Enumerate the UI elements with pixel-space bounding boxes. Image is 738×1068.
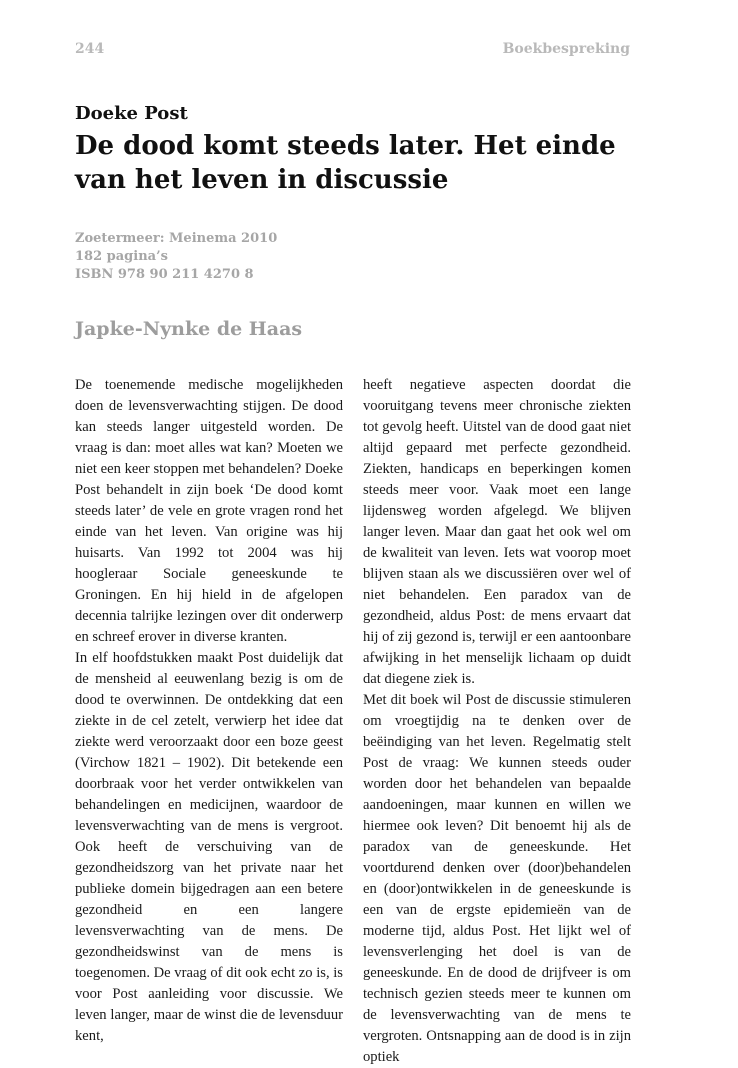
- page-count: 182 pagina’s: [75, 249, 168, 264]
- book-title: De dood komt steeds later. Het einde van het leven in discussie: [75, 131, 616, 195]
- body-column-left: [75, 375, 343, 1047]
- page-number: 244: [75, 41, 105, 57]
- book-author: Doeke Post: [75, 103, 188, 124]
- body-column-right: [363, 375, 631, 1068]
- running-header: [75, 41, 630, 61]
- section-title: Boekbespreking: [502, 41, 630, 57]
- paragraph: In elf hoofdstukken maakt Post duidelijk dat de mensheid al eeuwenlang bezig is om de dood te overwinnen. De ontdekking dat een ziekte in de cel zetelt, verwierp het idee dat ziekte werd veroorzaakt door een boze geest (Virchow 1821 – 1902). Dit betekende een doorbraak voor het verder ontwikkelen van behandelingen en medicijnen, waardoor de levensverwachting van de mens is vergroot. Ook heeft de verschuiving van de gezondheidszorg van het private naar het publieke domein bijgedragen aan een betere gezondheid en een langere levensverwachting van de mens. De gezondheidswinst van de mens is toegenomen. De vraag of dit ook echt zo is, is voor Post aanleiding voor discussie. We leven langer, maar de winst die de levensduur kent,: [75, 650, 343, 1044]
- paragraph: heeft negatieve aspecten doordat die vooruitgang tevens meer chronische ziekten tot gevolg heeft. Uitstel van de dood gaat niet altijd gepaard met perfecte gezondheid. Ziekten, handicaps en beperkingen komen steeds meer voor. Vaak moet een lange lijdensweg worden afgelegd. We blijven langer leven. Maar dan gaat het ook wel om de kwaliteit van leven. Iets wat voorop moet blijven staan als we discussiëren over wel of niet behandelen. Een paradox van de gezondheid, aldus Post: de mens ervaart dat hij of zij gezond is, terwijl er een aantoonbare afwijking in het menselijk lichaam op duidt dat diegene ziek is.: [363, 377, 631, 687]
- paragraph: Met dit boek wil Post de discussie stimuleren om vroegtijdig na te denken over de beëindiging van het leven. Regelmatig stelt Post de vraag: We kunnen steeds ouder worden door het behandelen van bepaalde aandoeningen, maar kunnen en willen we hiermee ook leven? Dit benoemt hij als de paradox van de geneeskunde. Het voortdurend denken over (door)behandelen en (door)ontwikkelen in de geneeskunde is een van de ergste epidemieën van de moderne tijd, aldus Post. Het lijkt wel of levensverlenging het doel is van de geneeskunde. En de dood de drijfveer is om technisch gezien steeds meer te kunnen om de levensverwachting van de mens te vergroten. Ontsnapping aan de dood is in zijn optiek: [363, 692, 631, 1065]
- isbn: ISBN 978 90 211 4270 8: [75, 267, 254, 282]
- paragraph: De toenemende medische mogelijkheden doen de levensverwachting stijgen. De dood kan steeds langer uitgesteld worden. De vraag is dan: moet alles wat kan? Moeten we niet een keer stoppen met behandelen? Doeke Post behandelt in zijn boek ‘De dood komt steeds later’ de vele en grote vragen rond het einde van het leven. Van origine was hij huisarts. Van 1992 tot 2004 was hij hoogleraar Sociale geneeskunde te Groningen. En hij hield in de afgelopen decennia talrijke lezingen over dit onderwerp en schreef erover in diverse kranten.: [75, 377, 343, 645]
- publisher: Zoetermeer: Meinema 2010: [75, 231, 278, 246]
- reviewer-name: Japke-Nynke de Haas: [75, 318, 303, 340]
- publication-details: [75, 230, 277, 284]
